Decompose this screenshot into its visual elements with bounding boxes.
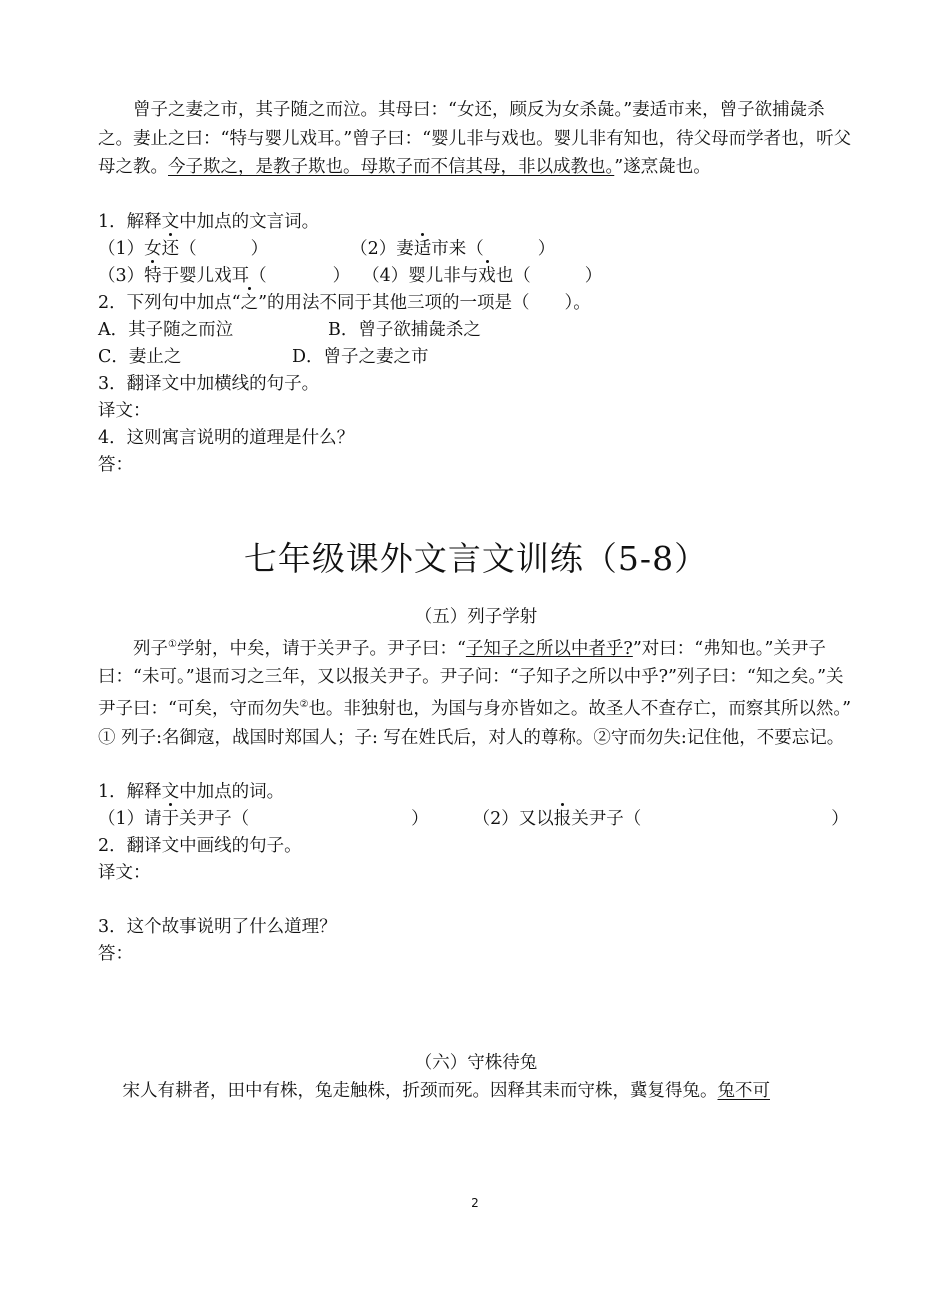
page-title: 七年级课外文言文训练（5-8） [243, 538, 709, 578]
passage-zengzi [98, 96, 854, 182]
answer-label: 译文： [98, 863, 151, 884]
question-3: 3．这个故事说明了什么道理？ [98, 917, 337, 938]
question-1-items-row2: （3）特于婴儿戏耳（ ） （4）婴儿非与戏也（ ） [98, 263, 854, 290]
footnote-marker: ② [299, 699, 309, 711]
dotted-word: 于 [162, 806, 180, 833]
question-2-options-row2: C．妻止之 D．曾子之妻之市 [98, 346, 429, 367]
question-1: 1．解释文中加点的词。 [98, 782, 285, 803]
question-1: 1．解释文中加点的文言词。 [98, 211, 320, 232]
question-4: 4．这则寓言说明的道理是什么？ [98, 427, 355, 448]
underlined-sentence: 子知子之所以中者乎? [465, 638, 633, 659]
document-page [98, 96, 854, 1106]
dotted-word: 特 [144, 263, 162, 290]
dotted-word: 之 [241, 290, 259, 317]
dotted-word: 还 [162, 236, 180, 263]
passage-liezi: 列子①学射，中矣，请于关尹子。尹子曰：“子知子之所以中者乎?”对曰：“弗知也。”关尹子曰：“未可。”退而习之三年，又以报关尹子。尹子问：“子知子之所以中乎?”列子曰：“知之矣。”关尹子曰：“可矣，守而勿失②也。非独射也，为国与身亦皆如之。故圣人不查存亡，而察其所以然。” [98, 638, 852, 720]
dotted-word: 适 [414, 236, 432, 263]
passage-text-end: ”遂烹彘也。 [614, 157, 711, 177]
underlined-sentence: 兔不可 [717, 1081, 770, 1102]
page-number: 2 [471, 1196, 479, 1210]
footnote-marker: ① [168, 638, 177, 650]
section-heading: （五）列子学射 [414, 606, 538, 627]
section-heading: （六）守株待兔 [414, 1053, 538, 1074]
question-2: 2．翻译文中画线的句子。 [98, 836, 302, 857]
question-1-items-row1: （1）女还（ ） （2）妻适市来（ ） [98, 236, 854, 263]
question-2: 2．下列句中加点“之”的用法不同于其他三项的一项是（ ）。 [98, 290, 854, 317]
question-3: 3．翻译文中加横线的句子。 [98, 373, 320, 394]
answer-label: 答： [98, 454, 133, 475]
underlined-sentence: 今子欺之，是教子欺也。母欺子而不信其母，非以成教也。 [168, 157, 615, 177]
passage-text: 曾子之妻之市，其子随之而泣。其母曰：“女还，顾反为女杀彘。”妻适市来，曾子欲捕彘杀之。妻止之曰：“特与婴儿戏耳。”曾子曰：“婴儿非与戏也。婴儿非有知也，待父母而学者也，听父母之教。 [98, 100, 852, 177]
passage-shouzhu: 宋人有耕者，田中有株，兔走触株，折颈而死。因释其耒而守株，冀复得兔。兔不可 [122, 1081, 770, 1102]
dotted-word: 戏 [478, 263, 496, 290]
question-1-items: （1）请于关尹子（ ） （2）又以报关尹子（ ） [98, 806, 854, 833]
answer-label: 答： [98, 944, 133, 965]
question-2-options-row1: A．其子随之而泣 B．曾子欲捕彘杀之 [98, 319, 481, 340]
dotted-word: 报 [554, 806, 572, 833]
footnotes: ① 列子:名御寇，战国时郑国人；子: 写在姓氏后，对人的尊称。②守而勿失:记住他，不要忘记。 [98, 727, 845, 748]
answer-label: 译文： [98, 400, 151, 421]
